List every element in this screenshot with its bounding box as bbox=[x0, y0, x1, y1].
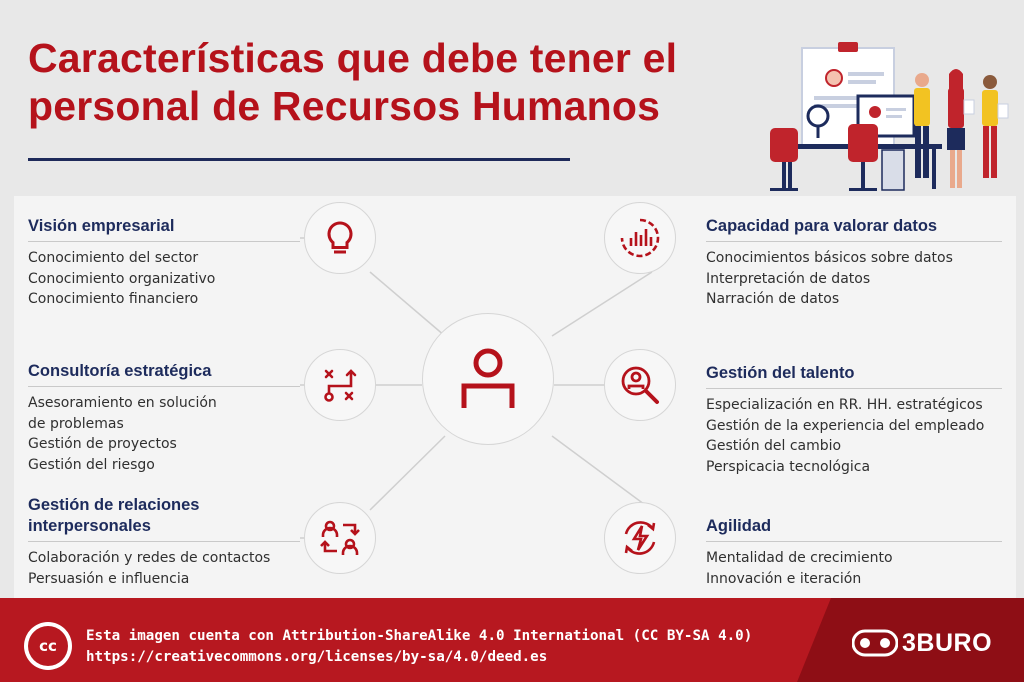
section-list bbox=[706, 248, 1002, 310]
section-relaciones-interpersonales bbox=[28, 495, 300, 589]
license-text bbox=[86, 626, 752, 668]
section-consultoria-estrategica bbox=[28, 361, 300, 475]
list-item: Gestión de la experiencia del empleado bbox=[706, 417, 985, 434]
brand-name: 3BURO bbox=[902, 628, 993, 657]
section-heading: Gestión de relaciones interpersonales bbox=[28, 496, 200, 535]
section-divider bbox=[706, 388, 1002, 389]
strategy-plan-icon bbox=[304, 349, 376, 421]
people-exchange-icon bbox=[304, 502, 376, 574]
section-divider bbox=[28, 386, 300, 387]
list-item: Conocimiento del sector bbox=[28, 250, 199, 266]
talent-search-icon bbox=[604, 349, 676, 421]
data-chart-icon bbox=[604, 202, 676, 274]
section-list bbox=[706, 548, 1002, 589]
section-divider bbox=[706, 241, 1002, 242]
list-item: Gestión del cambio bbox=[706, 438, 842, 454]
brand-mark-icon bbox=[852, 628, 898, 658]
list-item: Innovación e iteración bbox=[706, 570, 862, 587]
cc-label: cc bbox=[28, 626, 68, 666]
creative-commons-icon bbox=[24, 622, 72, 670]
section-vision-empresarial bbox=[28, 216, 300, 310]
section-heading: Gestión del talento bbox=[706, 364, 855, 382]
page-title bbox=[28, 34, 768, 130]
title-line-1: Características que debe tener el bbox=[28, 35, 678, 81]
list-item: Mentalidad de crecimiento bbox=[706, 550, 893, 566]
list-item: Conocimientos básicos sobre datos bbox=[706, 250, 953, 266]
person-icon bbox=[455, 346, 521, 412]
list-item: Colaboración y redes de contactos bbox=[28, 550, 271, 566]
license-line-1: Esta imagen cuenta con Attribution-ShareAlike 4.0 International (CC BY-SA 4.0) bbox=[86, 628, 753, 644]
section-divider bbox=[28, 541, 300, 542]
section-agilidad bbox=[706, 516, 1002, 589]
section-list bbox=[28, 393, 300, 475]
agility-bolt-icon bbox=[604, 502, 676, 574]
list-item: Conocimiento organizativo bbox=[28, 270, 216, 287]
list-item: Interpretación de datos bbox=[706, 270, 871, 287]
list-item: Conocimiento financiero bbox=[28, 291, 199, 307]
office-team-illustration bbox=[762, 40, 1012, 198]
section-heading: Visión empresarial bbox=[28, 217, 175, 235]
section-capacidad-datos bbox=[706, 216, 1002, 310]
section-heading: Consultoría estratégica bbox=[28, 362, 212, 380]
list-item: Gestión de proyectos bbox=[28, 436, 177, 452]
title-underline bbox=[28, 158, 570, 161]
list-item: Asesoramiento en solución de problemas bbox=[28, 395, 217, 432]
brand-logo bbox=[852, 628, 992, 658]
central-hub bbox=[422, 313, 554, 445]
section-heading: Capacidad para valorar datos bbox=[706, 217, 938, 235]
license-url[interactable]: https://creativecommons.org/licenses/by-sa/4.0/deed.es bbox=[86, 649, 548, 665]
section-divider bbox=[28, 241, 300, 242]
section-list bbox=[706, 395, 1002, 477]
section-gestion-talento bbox=[706, 363, 1002, 477]
section-list bbox=[28, 548, 300, 589]
section-heading: Agilidad bbox=[706, 517, 772, 535]
lightbulb-icon bbox=[304, 202, 376, 274]
list-item: Gestión del riesgo bbox=[28, 456, 155, 473]
section-divider bbox=[706, 541, 1002, 542]
list-item: Persuasión e influencia bbox=[28, 570, 190, 587]
title-line-2: personal de Recursos Humanos bbox=[28, 83, 661, 129]
list-item: Narración de datos bbox=[706, 291, 840, 307]
section-list bbox=[28, 248, 300, 310]
list-item: Especialización en RR. HH. estratégicos bbox=[706, 397, 983, 413]
list-item: Perspicacia tecnológica bbox=[706, 458, 871, 475]
